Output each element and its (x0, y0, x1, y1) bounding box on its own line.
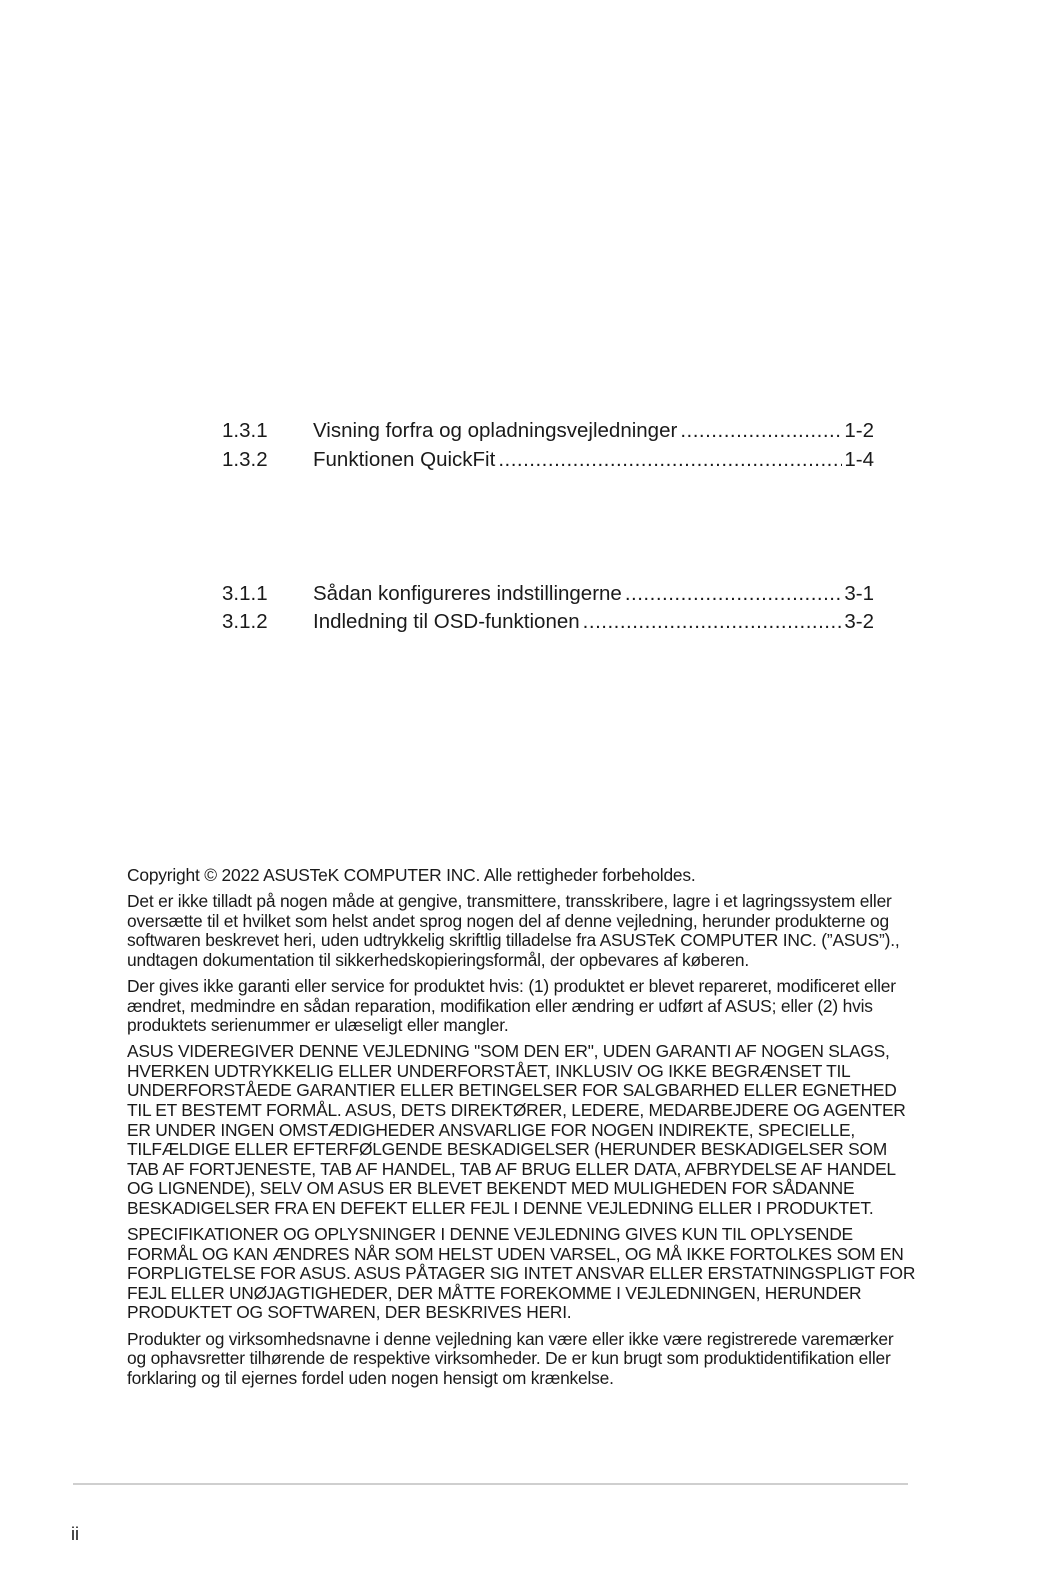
toc-entry-number: 1.3.1 (222, 419, 268, 442)
toc-entry (222, 416, 874, 446)
legal-notice (127, 866, 917, 1395)
toc-entry-number: 1.3.2 (222, 448, 268, 471)
toc-entry-title: Sådan konfigureres indstillingerne (313, 582, 622, 605)
toc-leader-dots (498, 445, 842, 475)
toc-entry-number: 3.1.2 (222, 610, 268, 633)
toc-entry-page: 1-4 (844, 448, 874, 471)
toc-entry (222, 579, 874, 609)
warranty-disclaimer: ASUS VIDEREGIVER DENNE VEJLEDNING "SOM DEN ER", UDEN GARANTI AF NOGEN SLAGS, HVERKEN UDTRYKKELIG ELLER UNDERFORSTÅET, INKLUSIV OG IKKE BEGRÆNSET TIL UNDERFORSTÅEDE GARANTIER ELLER BETINGELSER FOR SALGBARHED ELLER EGNETHED TIL ET BESTEMT FORMÅL. ASUS, DETS DIREKTØRER, LEDERE, MEDARBEJDERE OG AGENTER ER UNDER INGEN OMSTÆDIGHEDER ANSVARLIGE FOR NOGEN INDIREKTE, SPECIELLE, TILFÆLDIGE ELLER EFTERFØLGENDE BESKADIGELSER (HERUNDER BESKADIGELSER SOM TAB AF FORTJENESTE, TAB AF HANDEL, TAB AF BRUG ELLER DATA, AFBRYDELSE AF HANDEL OG LIGNENDE), SELV OM ASUS ER BLEVET BEKENDT MED MULIGHEDEN FOR SÅDANNE BESKADIGELSER FRA EN DEFEKT ELLER FEJL I DENNE VEJLEDNING ELLER I PRODUKTET. (127, 1041, 906, 1218)
copyright-line: Copyright © 2022 ASUSTeK COMPUTER INC. Alle rettigheder forbeholdes. (127, 865, 696, 885)
page-number: ii (71, 1524, 79, 1544)
toc-entry-number: 3.1.1 (222, 582, 268, 605)
legal-paragraph: Det er ikke tilladt på nogen måde at gengive, transmittere, transskribere, lagre i et lagringssystem eller oversætte til et hvilket som helst andet sprog nogen del af denne vejledning, herunder produkterne og softwaren beskrevet heri, uden udtrykkelig skriftlig tilladelse fra ASUSTeK COMPUTER INC. (”ASUS”)., undtagen dokumentation til sikkerhedskopieringsformål, der opbevares af køberen. (127, 891, 900, 970)
toc-entry-page: 1-2 (844, 419, 874, 442)
toc-entry (222, 607, 874, 637)
toc-entry-title: Visning forfra og opladningsvejledninger (313, 419, 678, 442)
toc-entry-title: Indledning til OSD-funktionen (313, 610, 580, 633)
toc-leader-dots (625, 579, 843, 609)
toc-entry-page: 3-1 (844, 582, 874, 605)
toc-entry (222, 445, 874, 475)
toc-entry-title: Funktionen QuickFit (313, 448, 496, 471)
specifications-disclaimer: SPECIFIKATIONER OG OPLYSNINGER I DENNE VEJLEDNING GIVES KUN TIL OPLYSENDE FORMÅL OG KAN ÆNDRES NÅR SOM HELST UDEN VARSEL, OG MÅ IKKE FORTOLKES SOM EN FORPLIGTELSE FOR ASUS. ASUS PÅTAGER SIG INTET ANSVAR ELLER ERSTATNINGSPLIGT FOR FEJL ELLER UNØJAGTIGHEDER, DER MÅTTE FOREKOMME I VEJLEDNINGEN, HERUNDER PRODUKTET OG SOFTWAREN, DER BESKRIVES HERI. (127, 1224, 916, 1323)
footer-divider (73, 1483, 908, 1485)
toc-entry-page: 3-2 (844, 610, 874, 633)
toc-leader-dots (680, 416, 842, 446)
toc-leader-dots (583, 607, 843, 637)
trademark-notice: Produkter og virksomhedsnavne i denne vejledning kan være eller ikke være registrerede varemærker og ophavsretter tilhørende de respektive virksomheder. De er kun brugt som produktidentifikation eller forklaring og til ejernes fordel uden nogen hensigt om krænkelse. (127, 1328, 894, 1388)
legal-paragraph: Der gives ikke garanti eller service for produktet hvis: (1) produktet er blevet repareret, modificeret eller ændret, medmindre en sådan reparation, modifikation eller ændring er udført af ASUS; eller (2) hvis produktets serienummer er ulæseligt eller mangler. (127, 975, 896, 1036)
